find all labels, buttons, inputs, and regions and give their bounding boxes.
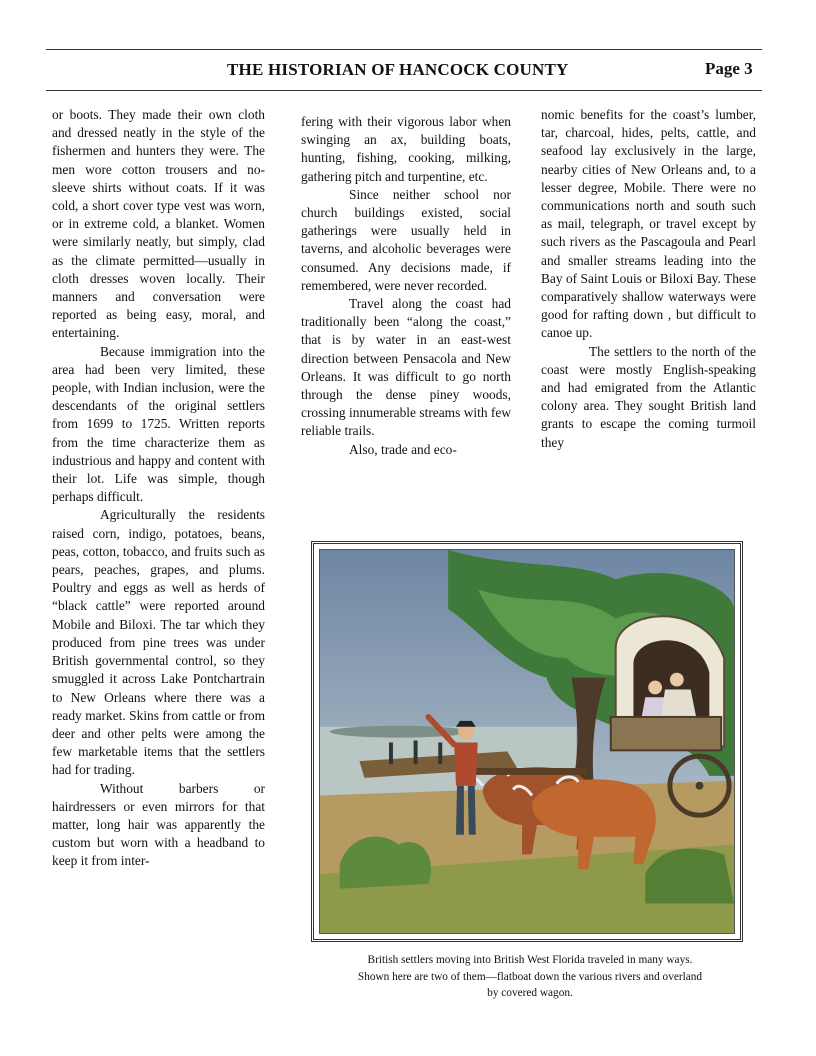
paragraph: Without barbers or hairdressers or even mirrors for that matter, long hair was apparently the custom but worn with a headband to keep it from inter- xyxy=(52,780,265,869)
paragraph: The settlers to the north of the coast were mostly English-speaking and had emigrated from the Atlantic colony area. They sought British land grants to escape the coming turmoil they xyxy=(541,343,756,450)
caption-line: Shown here are two of them—flatboat down the various rivers and overland xyxy=(357,970,703,983)
masthead-title: THE HISTORIAN OF HANCOCK COUNTY xyxy=(227,60,569,79)
paragraph: or boots. They made their own cloth and dressed neatly in the style of the fishermen and hunters they were. The men wore cotton trousers and no-sleeve shirts without coats. If it was cold, a short cover type vest was worn, or in extreme cold, a blanket. Women were similarly neatly, but simply, clad as the climate permitted—usually in cloth dresses woven locally. Their manners and conversation were reported as being easy, moral, and entertaining. xyxy=(52,107,265,341)
paragraph: nomic benefits for the coast’s lumber, tar, charcoal, hides, pelts, cattle, and seafood lay exclusively in the large, nearby cities of New Orleans and, to a lesser degree, Mobile. There were no communications north and south such as mail, telegraph, or travel except by such rivers as the Pascagoula and Pearl and smaller streams leading into the Bay of Saint Louis or Biloxi Bay. These comparatively shallow waterways were good for rafting down , but difficult to canoe up. xyxy=(541,107,756,341)
paragraph: Travel along the coast had traditionally been “along the coast,” that is by water in an east-west direction between Pensacola and New Orleans. It was difficult to go north through the dense piney woods, crossing innumerable streams with few reliable trails. xyxy=(301,296,511,439)
page-number: Page 3 xyxy=(705,59,753,78)
text-column-2 xyxy=(301,113,511,459)
paragraph: Because immigration into the area had been very limited, these people, with Indian inclusion, were the descendants of the original settlers from 1699 to 1725. Written reports from the time characterize them as industrious and happy and content with their lot. Life was simple, though perhaps difficult. xyxy=(52,343,265,505)
paragraph: Since neither school nor church buildings existed, social gatherings were usually held in taverns, and alcoholic beverages were consumed. Any decisions made, if remembered, were never recorded. xyxy=(301,186,511,293)
caption-line: British settlers moving into British West Florida traveled in many ways. xyxy=(367,954,693,966)
paragraph: Also, trade and eco- xyxy=(349,441,457,457)
paragraph: Agriculturally the residents raised corn, indigo, potatoes, beans, peas, cotton, tobacco, and fruits such as pears, peaches, grapes, and plums. Poultry and eggs as well as herds of “black cattle” were reported around Mobile and Biloxi. The tar which they produced from pine trees was under British governmental control, so they smuggled it across Lake Pontchartrain to New Orleans where there was a ready market. Skins from cattle or from deer and other pelts were among the few marketable items that the settlers had for trading. xyxy=(52,507,265,778)
header-top-rule xyxy=(46,49,762,50)
illustration-art xyxy=(320,550,734,933)
paragraph: fering with their vigorous labor when swinging an ax, building boats, hunting, fishing, cooking, milking, gathering pitch and turpentine, etc. xyxy=(301,114,511,184)
settlers-illustration xyxy=(319,549,735,934)
figure-caption xyxy=(318,952,742,1002)
text-column-1 xyxy=(52,106,265,871)
caption-line: by covered wagon. xyxy=(487,987,573,999)
header-bottom-rule xyxy=(46,90,762,91)
illustration-frame xyxy=(311,541,743,942)
text-column-3 xyxy=(541,106,756,452)
